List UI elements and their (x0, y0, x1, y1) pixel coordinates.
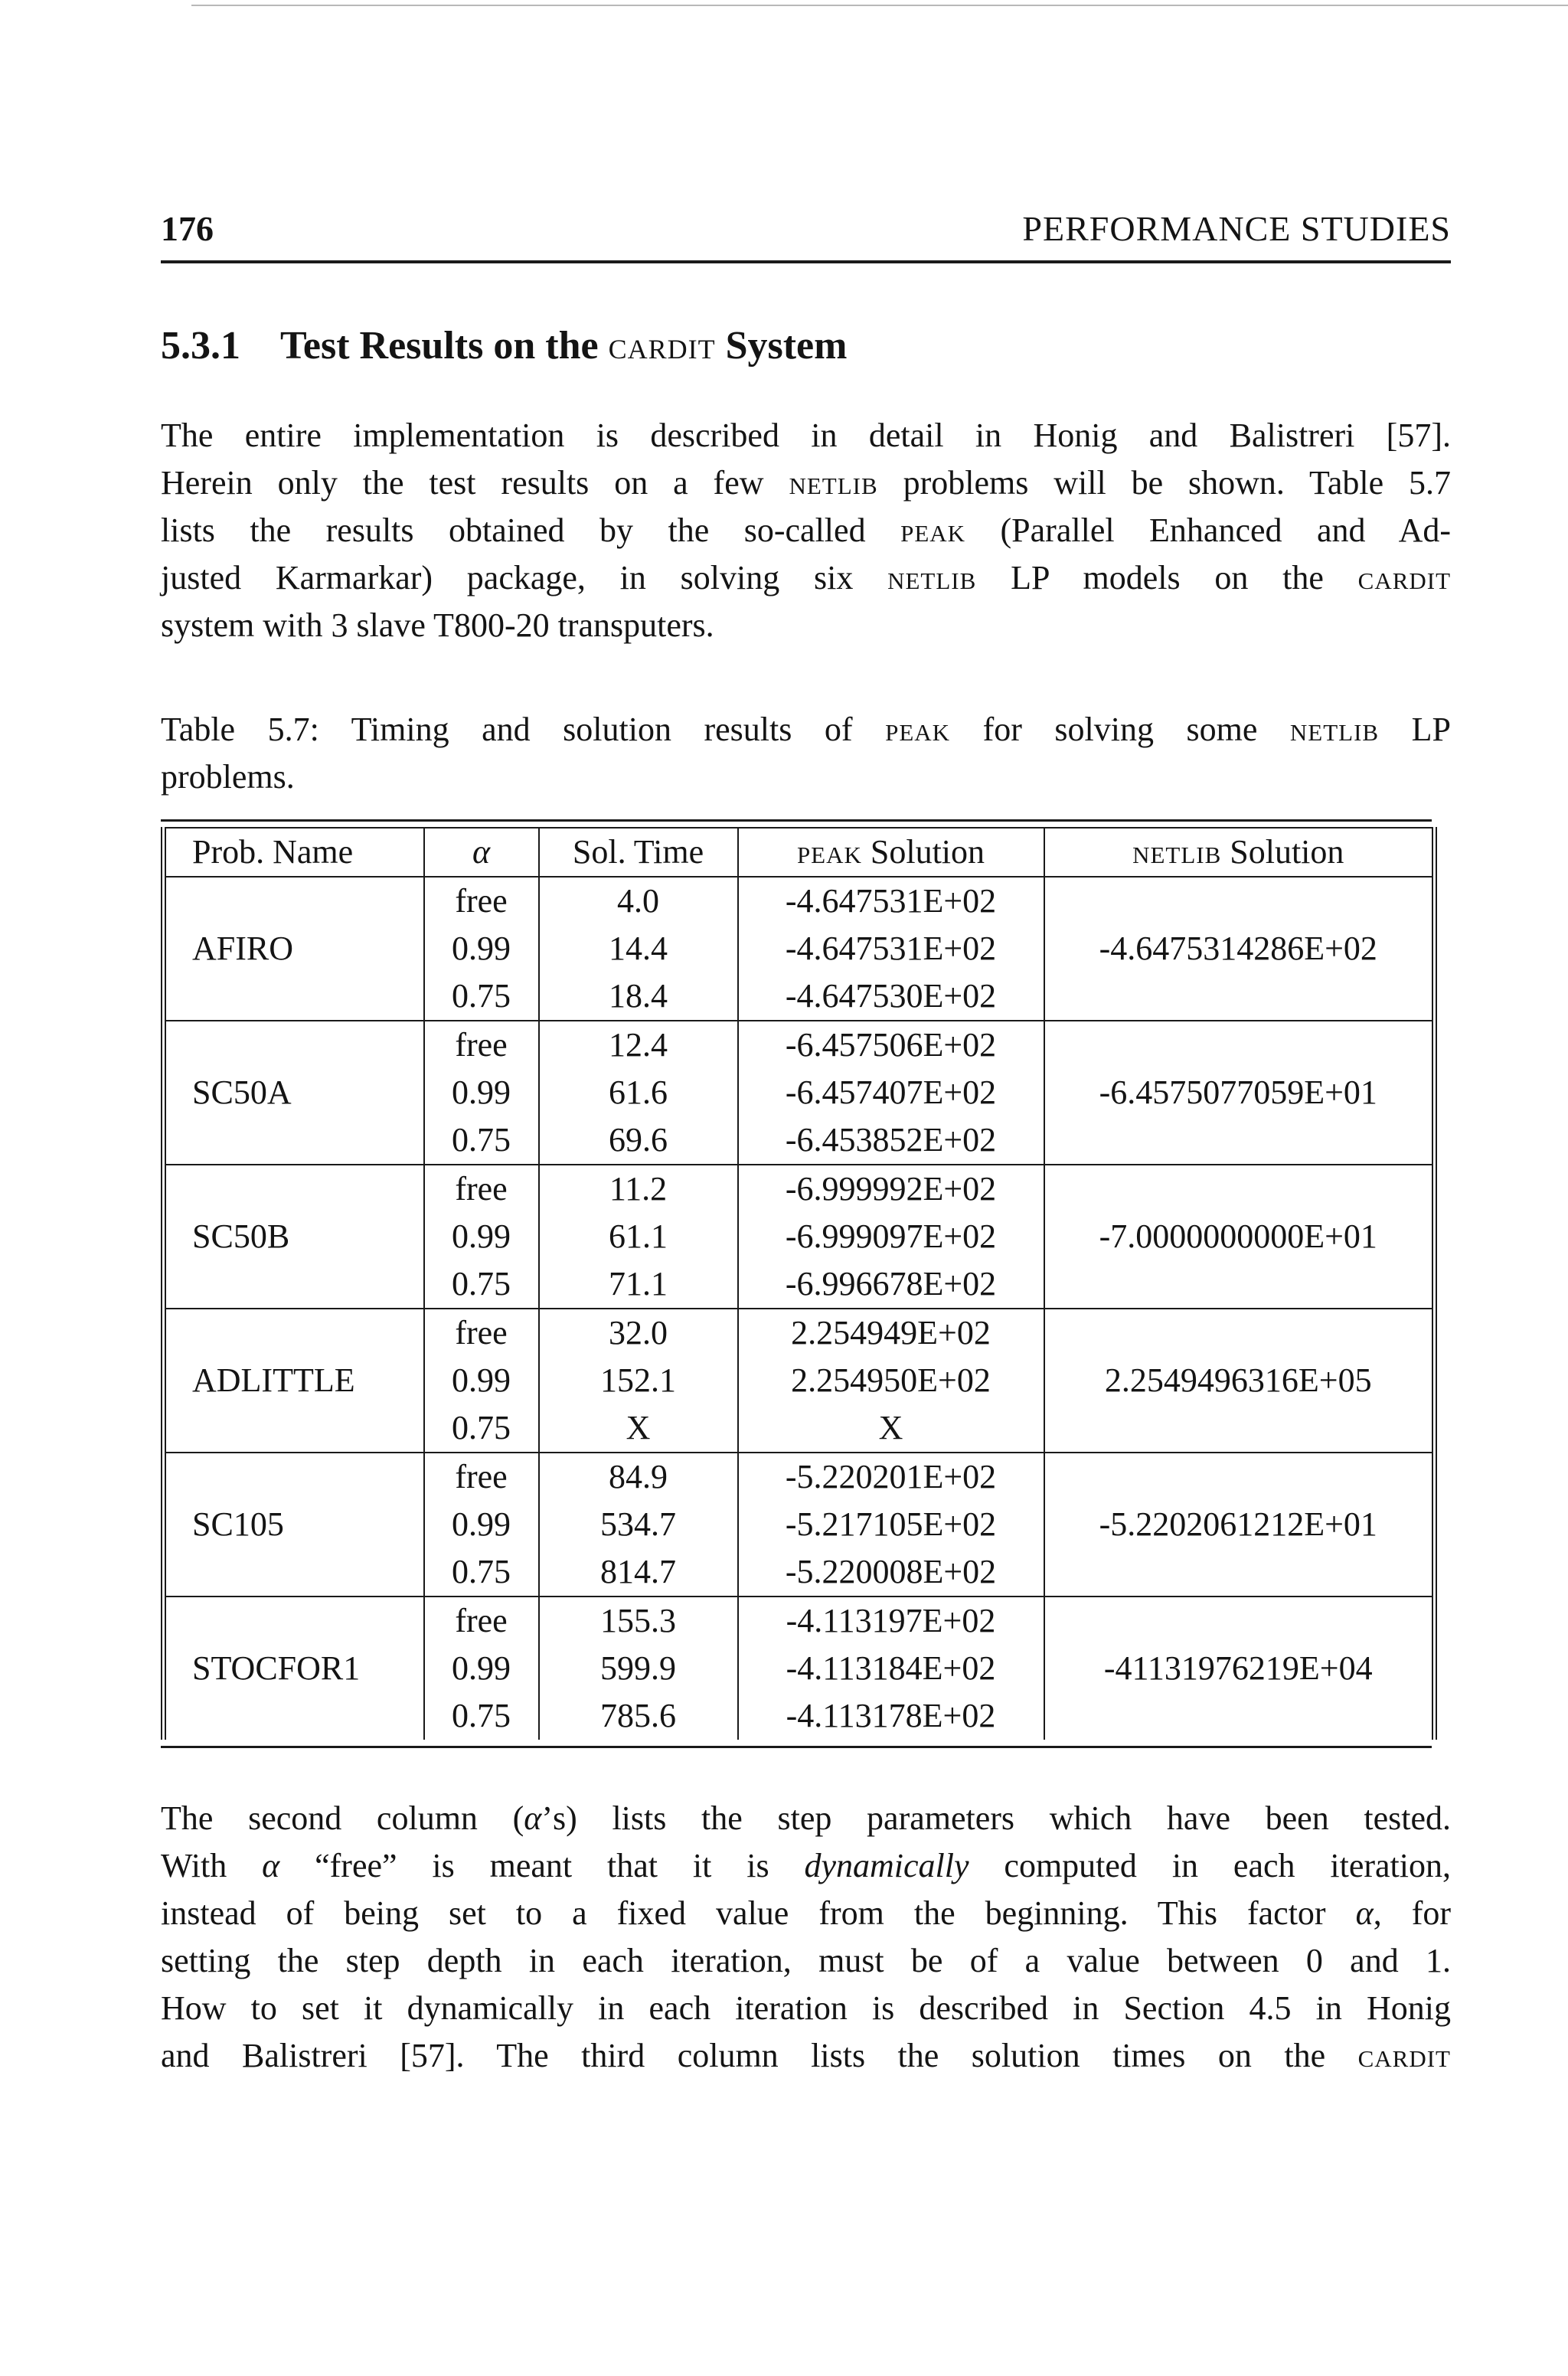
cell-peak-solution: -4.647531E+02 (738, 925, 1044, 972)
table-row (164, 1597, 1435, 1645)
body-text: With (161, 1847, 227, 1884)
body-line-3 (161, 1890, 1451, 1937)
cell-netlib-solution: -6.4575077059E+01 (1044, 1069, 1435, 1116)
cell-sol-time: X (539, 1404, 738, 1453)
header-prob-name: Prob. Name (164, 828, 424, 877)
cell-prob-name (164, 1260, 424, 1309)
intro-line-4 (161, 554, 1451, 602)
cell-alpha: 0.99 (424, 925, 539, 972)
cell-peak-solution: -5.220008E+02 (738, 1548, 1044, 1597)
peak-term: peak (885, 711, 951, 748)
cell-prob-name (164, 1453, 424, 1501)
cell-prob-name (164, 1404, 424, 1453)
cell-peak-solution: 2.254949E+02 (738, 1309, 1044, 1357)
cell-netlib-solution (1044, 1260, 1435, 1309)
cell-alpha: free (424, 1597, 539, 1645)
cell-sol-time: 785.6 (539, 1692, 738, 1740)
header-sol-time: Sol. Time (539, 828, 738, 877)
cell-prob-name (164, 1165, 424, 1213)
cell-netlib-solution (1044, 1116, 1435, 1165)
cell-alpha: free (424, 1453, 539, 1501)
table-row (164, 925, 1435, 972)
body-text: “free” is meant that it is (315, 1847, 769, 1884)
table-row (164, 1021, 1435, 1069)
cell-netlib-solution: -41131976219E+04 (1044, 1645, 1435, 1692)
cell-alpha: 0.75 (424, 1404, 539, 1453)
cell-netlib-solution: -7.0000000000E+01 (1044, 1213, 1435, 1260)
page-header (161, 208, 1451, 263)
cell-sol-time: 152.1 (539, 1357, 738, 1404)
header-alpha (424, 828, 539, 877)
table-row (164, 1453, 1435, 1501)
cell-prob-name (164, 972, 424, 1021)
cell-netlib-solution (1044, 1309, 1435, 1357)
netlib-term: netlib (1289, 711, 1380, 748)
caption-text: LP (1411, 711, 1451, 748)
intro-text: justed Karmarkar) package, in solving six (161, 559, 854, 596)
intro-text: The entire implementation is described in detail in Honig and Balistreri [57]. (161, 417, 1451, 454)
cell-alpha: 0.75 (424, 1260, 539, 1309)
cell-netlib-solution (1044, 1692, 1435, 1740)
cell-peak-solution: -4.647530E+02 (738, 972, 1044, 1021)
cell-sol-time: 4.0 (539, 877, 738, 925)
table-row (164, 1404, 1435, 1453)
cell-sol-time: 14.4 (539, 925, 738, 972)
cell-netlib-solution: -5.2202061212E+01 (1044, 1501, 1435, 1548)
cell-sol-time: 534.7 (539, 1501, 738, 1548)
cell-prob-name (164, 1692, 424, 1740)
table-row (164, 1213, 1435, 1260)
cell-peak-solution: -6.457407E+02 (738, 1069, 1044, 1116)
alpha-symbol: α (1355, 1894, 1374, 1932)
table-row (164, 1260, 1435, 1309)
cell-netlib-solution (1044, 1404, 1435, 1453)
table-top-rule (161, 819, 1432, 822)
caption-text: Table 5.7: Timing and solution results of (161, 711, 853, 748)
results-table (161, 827, 1437, 1740)
cell-peak-solution: -6.453852E+02 (738, 1116, 1044, 1165)
body-line-1 (161, 1795, 1451, 1842)
cell-netlib-solution (1044, 1165, 1435, 1213)
cell-netlib-solution (1044, 972, 1435, 1021)
scan-edge-rule (191, 5, 1568, 6)
cell-alpha: 0.99 (424, 1357, 539, 1404)
cell-netlib-solution (1044, 1548, 1435, 1597)
body-text: computed in each iteration, (1004, 1847, 1452, 1884)
section-title-system: cardit (608, 324, 716, 368)
body-text: , for (1373, 1894, 1452, 1932)
intro-text: Herein only the test results on a few (161, 464, 764, 502)
intro-text: LP models on the (1011, 559, 1324, 596)
body-text: How to set it dynamically in each iteration is described in Section 4.5 in Honig (161, 1989, 1451, 2027)
table-row (164, 1692, 1435, 1740)
body-text: instead of being set to a fixed value from the beginning. This factor (161, 1894, 1326, 1932)
cell-sol-time: 155.3 (539, 1597, 738, 1645)
body-line-5 (161, 1985, 1451, 2032)
running-head: PERFORMANCE STUDIES (1022, 209, 1451, 248)
peak-term: peak (900, 511, 966, 549)
cell-alpha: free (424, 877, 539, 925)
cell-prob-name (164, 1116, 424, 1165)
cell-peak-solution: -4.113197E+02 (738, 1597, 1044, 1645)
cell-netlib-solution: -4.6475314286E+02 (1044, 925, 1435, 972)
intro-line-2 (161, 459, 1451, 507)
cell-peak-solution: -6.457506E+02 (738, 1021, 1044, 1069)
body-text: ’s) lists the step parameters which have been tested. (541, 1799, 1452, 1837)
cell-alpha: 0.99 (424, 1501, 539, 1548)
caption-line-1 (161, 706, 1451, 753)
table-row (164, 877, 1435, 925)
cell-alpha: free (424, 1309, 539, 1357)
cell-prob-name: AFIRO (164, 925, 424, 972)
section-heading (161, 323, 847, 368)
cell-alpha: free (424, 1021, 539, 1069)
cell-sol-time: 599.9 (539, 1645, 738, 1692)
cell-prob-name (164, 1309, 424, 1357)
section-number: 5.3.1 (161, 324, 240, 368)
body-line-6 (161, 2032, 1451, 2080)
section-title-prefix: Test Results on the (280, 324, 599, 368)
cell-sol-time: 18.4 (539, 972, 738, 1021)
cardit-term: cardit (1357, 2037, 1451, 2074)
cardit-term: cardit (1357, 559, 1452, 596)
cell-alpha: 0.99 (424, 1213, 539, 1260)
section-title-suffix: System (725, 324, 848, 368)
cell-sol-time: 84.9 (539, 1453, 738, 1501)
body-line-4 (161, 1937, 1451, 1985)
header-peak-solution (738, 828, 1044, 877)
table-caption (161, 706, 1451, 801)
table-row (164, 1548, 1435, 1597)
table-row (164, 1501, 1435, 1548)
cell-prob-name: SC105 (164, 1501, 424, 1548)
cell-prob-name (164, 1548, 424, 1597)
cell-alpha: 0.75 (424, 972, 539, 1021)
caption-line-2 (161, 753, 1451, 801)
cell-alpha: 0.99 (424, 1645, 539, 1692)
cell-alpha: free (424, 1165, 539, 1213)
cell-peak-solution: -5.217105E+02 (738, 1501, 1044, 1548)
cell-sol-time: 69.6 (539, 1116, 738, 1165)
cell-alpha: 0.75 (424, 1116, 539, 1165)
cell-netlib-solution (1044, 1597, 1435, 1645)
netlib-term: netlib (1132, 833, 1222, 871)
body-line-2 (161, 1842, 1451, 1890)
cell-peak-solution: -4.113178E+02 (738, 1692, 1044, 1740)
table-row (164, 1309, 1435, 1357)
cell-sol-time: 814.7 (539, 1548, 738, 1597)
cell-peak-solution: -4.113184E+02 (738, 1645, 1044, 1692)
cell-sol-time: 71.1 (539, 1260, 738, 1309)
table-row (164, 972, 1435, 1021)
cell-alpha: 0.75 (424, 1548, 539, 1597)
table-row (164, 1645, 1435, 1692)
body-text: setting the step depth in each iteration, must be of a value between 0 and 1. (161, 1942, 1451, 1979)
body-text: and Balistreri [57]. The third column lists the solution times on the (161, 2037, 1326, 2074)
cell-peak-solution: -6.996678E+02 (738, 1260, 1044, 1309)
cell-prob-name (164, 1021, 424, 1069)
header-netlib-solution (1044, 828, 1435, 877)
cell-alpha: 0.99 (424, 1069, 539, 1116)
table-row (164, 1357, 1435, 1404)
table-row (164, 1165, 1435, 1213)
header-text: Solution (870, 833, 985, 871)
intro-text: system with 3 slave T800-20 transputers. (161, 606, 714, 644)
cell-sol-time: 11.2 (539, 1165, 738, 1213)
alpha-symbol: α (524, 1799, 542, 1837)
table-row (164, 1116, 1435, 1165)
cell-netlib-solution (1044, 877, 1435, 925)
cell-sol-time: 61.1 (539, 1213, 738, 1260)
cell-sol-time: 61.6 (539, 1069, 738, 1116)
cell-prob-name (164, 1597, 424, 1645)
intro-line-3 (161, 507, 1451, 554)
cell-prob-name: ADLITTLE (164, 1357, 424, 1404)
table-header-row (164, 828, 1435, 877)
intro-text: lists the results obtained by the so-called (161, 511, 866, 549)
cell-peak-solution: -6.999097E+02 (738, 1213, 1044, 1260)
cell-peak-solution: -4.647531E+02 (738, 877, 1044, 925)
intro-text: problems will be shown. Table 5.7 (903, 464, 1452, 502)
cell-peak-solution: 2.254950E+02 (738, 1357, 1044, 1404)
netlib-term: netlib (789, 464, 878, 502)
cell-netlib-solution (1044, 1021, 1435, 1069)
netlib-term: netlib (887, 559, 977, 596)
caption-text: for solving some (982, 711, 1258, 748)
cell-peak-solution: -5.220201E+02 (738, 1453, 1044, 1501)
emphasis-dynamically: dynamically (804, 1847, 969, 1884)
cell-prob-name (164, 877, 424, 925)
intro-paragraph (161, 412, 1451, 649)
cell-sol-time: 32.0 (539, 1309, 738, 1357)
cell-peak-solution: X (738, 1404, 1044, 1453)
cell-netlib-solution (1044, 1453, 1435, 1501)
discussion-paragraph (161, 1795, 1451, 2080)
intro-line-5 (161, 602, 1451, 649)
cell-prob-name: STOCFOR1 (164, 1645, 424, 1692)
cell-alpha: 0.75 (424, 1692, 539, 1740)
table-row (164, 1069, 1435, 1116)
alpha-symbol: α (472, 833, 491, 871)
intro-text: (Parallel Enhanced and Ad- (1000, 511, 1452, 549)
header-text: Solution (1230, 833, 1344, 871)
peak-term: peak (796, 833, 862, 871)
alpha-symbol: α (262, 1847, 280, 1884)
intro-line-1 (161, 412, 1451, 459)
page-number: 176 (161, 209, 214, 248)
caption-text: problems. (161, 758, 295, 796)
cell-netlib-solution: 2.2549496316E+05 (1044, 1357, 1435, 1404)
cell-peak-solution: -6.999992E+02 (738, 1165, 1044, 1213)
cell-sol-time: 12.4 (539, 1021, 738, 1069)
table-bottom-rule (161, 1746, 1432, 1748)
cell-prob-name: SC50A (164, 1069, 424, 1116)
cell-prob-name: SC50B (164, 1213, 424, 1260)
body-text: The second column ( (161, 1799, 524, 1837)
table-body (164, 877, 1435, 1740)
